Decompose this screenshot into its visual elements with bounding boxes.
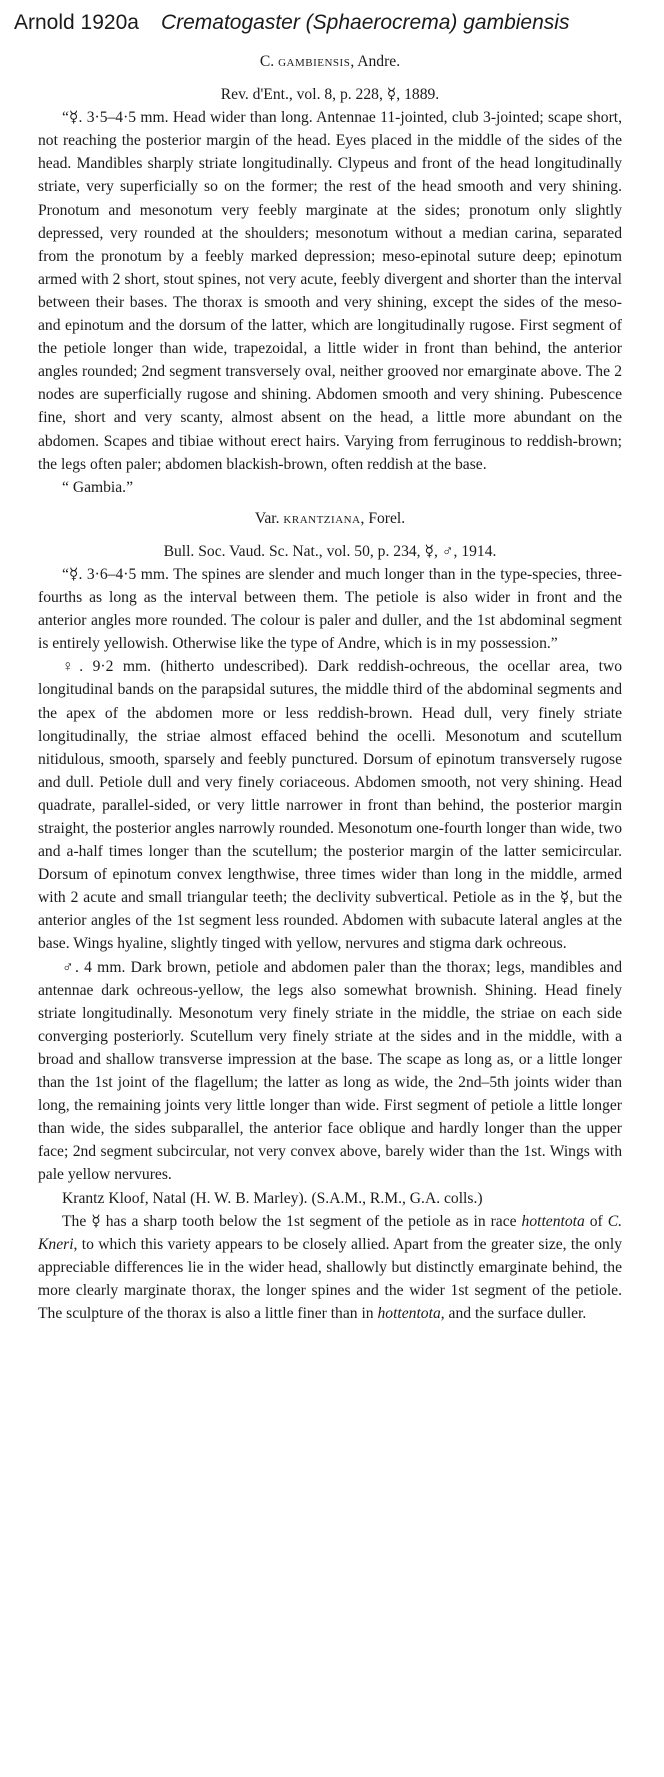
document-body: [38, 50, 622, 1325]
male-description: ♂. 4 mm. Dark brown, petiole and abdomen paler than the thorax; legs, mandibles and antennae dark ochreous-yellow, the legs also somewhat brownish. Shining. Head finely striate longitudinally. Mesonotum very finely striate in the middle, the striae on each side converging posteriorly. Scutellum very finely striate at the sides and in the middle, with a broad and shallow transverse impression at the base. The scape as long as, or a little longer than the 1st joint of the flagellum; the latter as long as wide, the 2nd–5th joints wider than long, the remaining joints very little longer than wide. First segment of petiole a little longer than wide, the sides subparallel, the anterior face oblique and hardly longer than the upper face; 2nd segment subcircular, not very convex above, barely wider than the 1st. Wings with pale yellow nervures.: [38, 958, 622, 1184]
author-year: Arnold 1920a: [14, 11, 139, 34]
species-heading: C. gambiensis, Andre.: [259, 53, 401, 70]
female-description: ♀. 9·2 mm. (hitherto undescribed). Dark reddish-ochreous, the ocellar area, two longitudinal bands on the parapsidal sutures, the middle third of the abdominal segments and the apex of the abdomen more or less reddish-brown. Head dull, very finely striate longitudinally, the striae almost effaced behind the ocelli. Mesonotum and scutellum nitidulous, smooth, sparsely and feebly punctured. Dorsum of epinotum transversely rugose and dull. Petiole dull and very finely coriaceous. Abdomen smooth, not very shining. Head quadrate, parallel-sided, or very little narrower in front than behind, the posterior margin straight, the posterior angles narrowly rounded. Mesonotum one-fourth longer than wide, two and a-half times longer than the scutellum; the posterior margin of the latter semicircular. Dorsum of epinotum convex lengthwise, three times wider than long in the middle, armed with 2 acute and small triangular teeth; the declivity subvertical. Petiole as in the ☿, but the anterior angles of the 1st segment less rounded. Abdomen with subacute lateral angles at the base. Wings hyaline, slightly tinged with yellow, nervures and stigma dark ochreous.: [38, 658, 622, 953]
species-description: “☿. 3·5–4·5 mm. Head wider than long. Antennae 11-jointed, club 3-jointed; scape short, not reaching the posterior margin of the head. Eyes placed in the middle of the sides of the head. Mandibles sharply striate longitudinally. Clypeus and front of the head longitudinally striate, very superficially so on the former; the rest of the head smooth and very shining. Pronotum and mesonotum very feebly marginate at the sides; pronotum only slightly depressed, very rounded at the shoulders; mesonotum without a median carina, separated from the pronotum by a feebly marked depression; meso-epinotal suture deep; epinotum armed with 2 short, stout spines, not very acute, feebly divergent and shorter than the interval between their bases. The thorax is smooth and very shining, except the sides of the meso- and epinotum and the dorsum of the latter, which are longitudinally rugose. First segment of the petiole longer than wide, trapezoidal, a little wider in front than behind, the anterior angles rounded; 2nd segment transversely oval, neither grooved nor emarginate above. The 2 nodes are superficially rugose and shining. Abdomen smooth and very shining. Pubescence fine, short and very scanty, almost absent on the head, a little more abundant on the abdomen. Scapes and tibiae without erect hairs. Varying from ferruginous to reddish-brown; the legs often paler; abdomen blackish-brown, often reddish at the base.: [38, 109, 622, 473]
variety-heading: Var. krantziana, Forel.: [254, 509, 406, 527]
worker-description: “☿. 3·6–4·5 mm. The spines are slender and much longer than in the type-species, three-fourths as long as the interval between them. The petiole is also wider in front and the anterior angles more rounded. The colour is paler and duller, and the 1st abdominal segment is entirely yellowish. Otherwise like the type of Andre, which is in my possession.”: [38, 565, 622, 653]
page-header: [14, 10, 569, 36]
variety-reference: Bull. Soc. Vaud. Sc. Nat., vol. 50, p. 234, ☿, ♂, 1914.: [163, 542, 497, 560]
variety-locality: Krantz Kloof, Natal (H. W. B. Marley). (S.A.M., R.M., G.A. colls.): [62, 1189, 483, 1207]
taxon-title: Crematogaster (Sphaerocrema) gambiensis: [160, 11, 570, 34]
species-locality: “ Gambia.”: [62, 478, 134, 496]
species-reference: Rev. d'Ent., vol. 8, p. 228, ☿, 1889.: [220, 86, 440, 104]
variety-note: The ☿ has a sharp tooth below the 1st segment of the petiole as in race hottentota of C. Kneri, to which this variety appears to be closely allied. Apart from the greater size, the only appreciable differences lie in the wider head, shallowly but distinctly emarginate behind, the more clearly marginate thorax, the longer spines and the wider 1st segment of the petiole. The sculpture of the thorax is also a little finer than in hottentota, and the surface duller.: [38, 1212, 622, 1322]
